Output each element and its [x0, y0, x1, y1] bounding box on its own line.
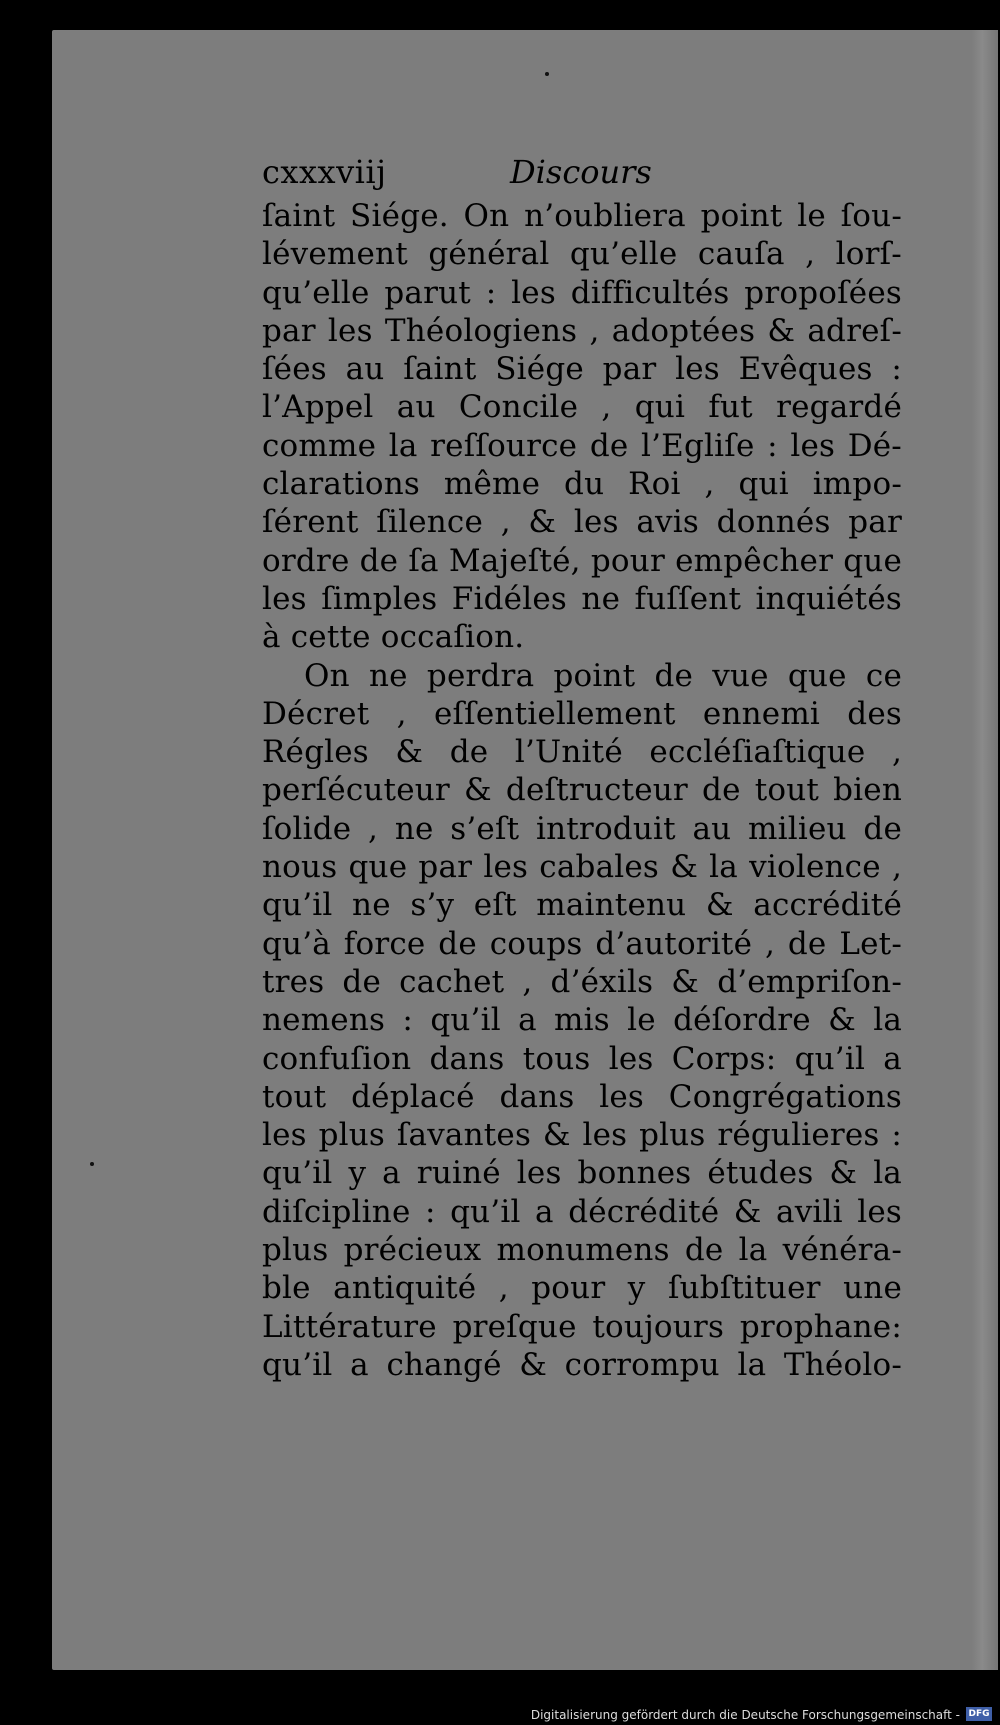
page-edge — [972, 30, 998, 1670]
text-line: ordre de ſa Majeſté, pour empêcher que — [262, 542, 902, 579]
text-line: Régles & de l’Unité eccléſiaſtique , — [262, 734, 902, 771]
text-line: ſérent ſilence , & les avis donnés par — [262, 504, 902, 541]
text-line: Littérature preſque toujours prophane: — [262, 1308, 902, 1345]
text-line: ble antiquité , pour y ſubſtituer une — [262, 1270, 902, 1307]
footer-bar — [0, 1703, 1000, 1725]
text-line: tout déplacé dans les Congrégations — [262, 1078, 902, 1115]
text-block — [262, 153, 902, 1384]
running-head — [262, 153, 902, 197]
text-line: ſées au ſaint Siége par les Evêques : — [262, 351, 902, 388]
text-line: par les Théologiens , adoptées & adreſ- — [262, 312, 902, 349]
text-line: ſaint Siége. On n’oubliera point le ſou- — [262, 198, 902, 234]
text-line: perſécuteur & deſtructeur de tout bien — [262, 772, 902, 809]
text-line: diſcipline : qu’il a décrédité & avili les — [262, 1193, 902, 1230]
text-line: qu’à force de coups d’autorité , de Let- — [262, 925, 902, 962]
text-line: comme la reſſource de l’Egliſe : les Dé- — [262, 427, 902, 464]
text-line: lévement général qu’elle cauſa , lorſ- — [262, 236, 902, 273]
paragraph-start-line: On ne perdra point de vue que ce — [304, 657, 902, 694]
text-line: confuſion dans tous les Corps: qu’il a — [262, 1040, 902, 1077]
text-line: l’Appel au Concile , qui fut regardé — [262, 389, 902, 426]
text-line: nous que par les cabales & la violence , — [262, 849, 902, 886]
dust-speck — [545, 72, 549, 76]
text-line: tres de cachet , d’éxils & d’empriſon- — [262, 963, 902, 1000]
text-line: plus précieux monumens de la vénéra- — [262, 1232, 902, 1269]
text-line: qu’il a changé & corrompu la Théolo- — [262, 1346, 902, 1383]
text-line: Décret , eſſentiellement ennemi des — [262, 695, 902, 732]
text-line: qu’il ne s’y eſt maintenu & accrédité — [262, 887, 902, 924]
text-line: à cette occaſion. — [262, 619, 525, 656]
text-line: clarations même du Roi , qui impo- — [262, 466, 902, 503]
text-line: qu’elle parut : les difficultés propoſées — [262, 274, 902, 311]
running-head-title: Discours — [510, 153, 652, 191]
text-line: les plus ſavantes & les plus régulieres : — [262, 1117, 902, 1154]
dfg-logo-badge: DFG — [966, 1707, 992, 1721]
text-line: qu’il y a ruiné les bonnes études & la — [262, 1155, 902, 1192]
text-line: ſolide , ne s’eſt introduit au milieu de — [262, 810, 902, 847]
page-number: cxxxviij — [262, 153, 387, 191]
digitization-credit: Digitalisierung gefördert durch die Deutsche Forschungsgemeinschaft - — [530, 1708, 960, 1722]
text-line: nemens : qu’il a mis le déſordre & la — [262, 1002, 902, 1039]
text-line: les ſimples Fidéles ne fuſſent inquiétés — [262, 580, 902, 617]
dust-speck — [90, 1162, 94, 1166]
